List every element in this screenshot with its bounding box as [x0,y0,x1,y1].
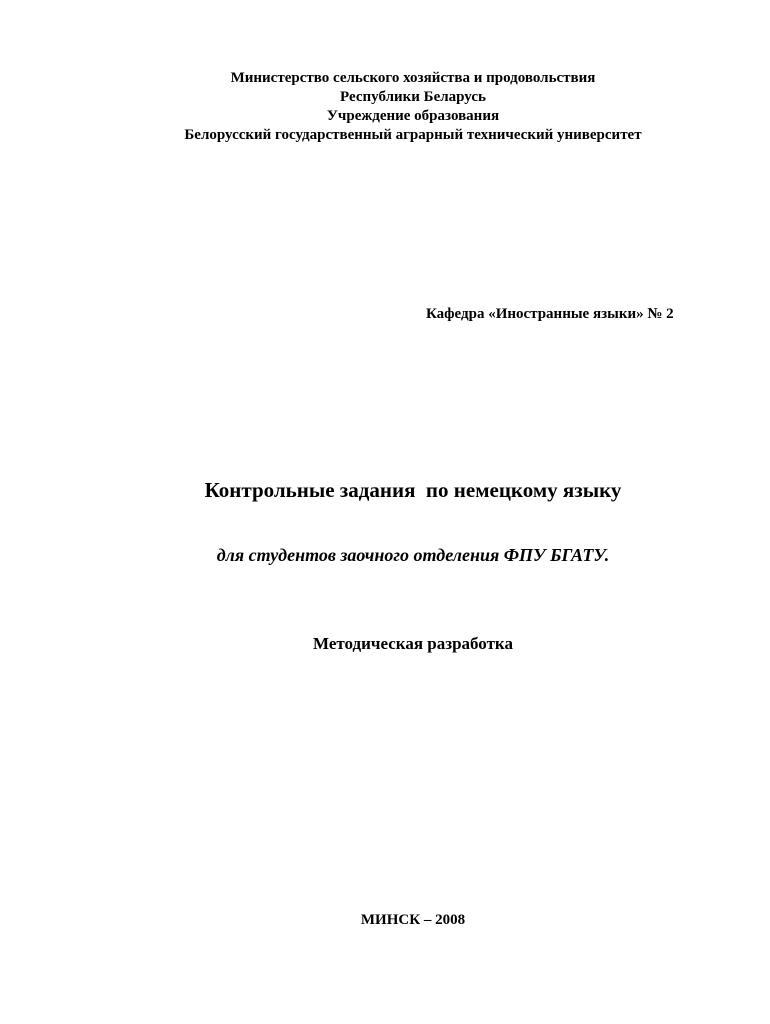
republic-line: Республики Беларусь [340,89,486,105]
department-name: Кафедра «Иностранные языки» № 2 [426,306,674,322]
institution-header [0,69,770,145]
city-year: МИНСК – 2008 [360,912,466,928]
document-title: Контрольные задания по немецкому языку [204,478,622,502]
ministry-line: Министерство сельского хозяйства и продовольствия [230,70,596,86]
document-subtitle: для студентов заочного отделения ФПУ БГАТУ. [216,545,610,565]
university-line: Белорусский государственный аграрный технический университет [184,127,642,143]
document-type: Методическая разработка [313,634,513,653]
institution-type-line: Учреждение образования [326,108,500,124]
